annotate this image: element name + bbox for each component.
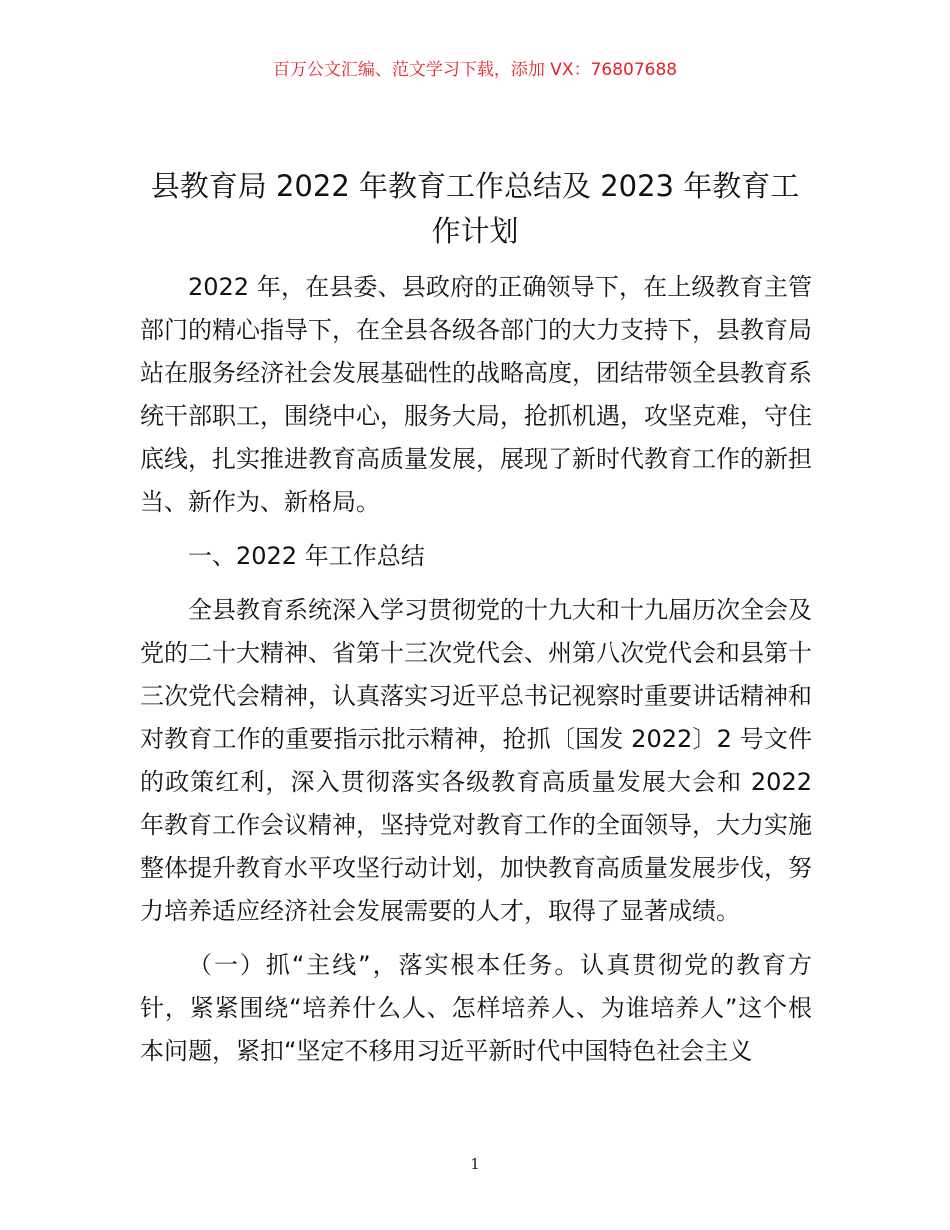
summary-paragraph: 全县教育系统深入学习贯彻党的十九大和十九届历次全会及党的二十大精神、省第十三次党代会、州第八次党代会和县第十三次党代会精神，认真落实习近平总书记视察时重要讲话精神和对教育工作的重要指示批示精神，抢抓〔国发 2022〕2 号文件的政策红利，深入贯彻落实各级教育高质量发展大会和 2022 年教育工作会议精神，坚持党对教育工作的全面领导，大力实施整体提升教育水平攻坚行动计划，加快教育高质量发展步伐，努力培养适应经济社会发展需要的人才，取得了显著成绩。: [140, 596, 812, 925]
section-heading: 一、2022 年工作总结: [188, 542, 425, 570]
intro-paragraph: 2022 年，在县委、县政府的正确领导下，在上级教育主管部门的精心指导下，在全县各级各部门的大力支持下，县教育局站在服务经济社会发展基础性的战略高度，团结带领全县教育系统干部职工，围绕中心，服务大局，抢抓机遇，攻坚克难，守住底线，扎实推进教育高质量发展，展现了新时代教育工作的新担当、新作为、新格局。: [140, 273, 812, 516]
page-number: 1: [470, 1155, 480, 1173]
document-title: 县教育局 2022 年教育工作总结及 2023 年教育工作计划: [150, 169, 800, 248]
document-body: [140, 266, 812, 1073]
subsection-paragraph: （一）抓“主线”，落实根本任务。认真贯彻党的教育方针，紧紧围绕“培养什么人、怎样培养人、为谁培养人”这个根本问题，紧扣“坚定不移用习近平新时代中国特色社会主义: [140, 951, 812, 1065]
promo-banner: 百万公文汇编、范文学习下载，添加 VX：76807688: [272, 60, 678, 80]
